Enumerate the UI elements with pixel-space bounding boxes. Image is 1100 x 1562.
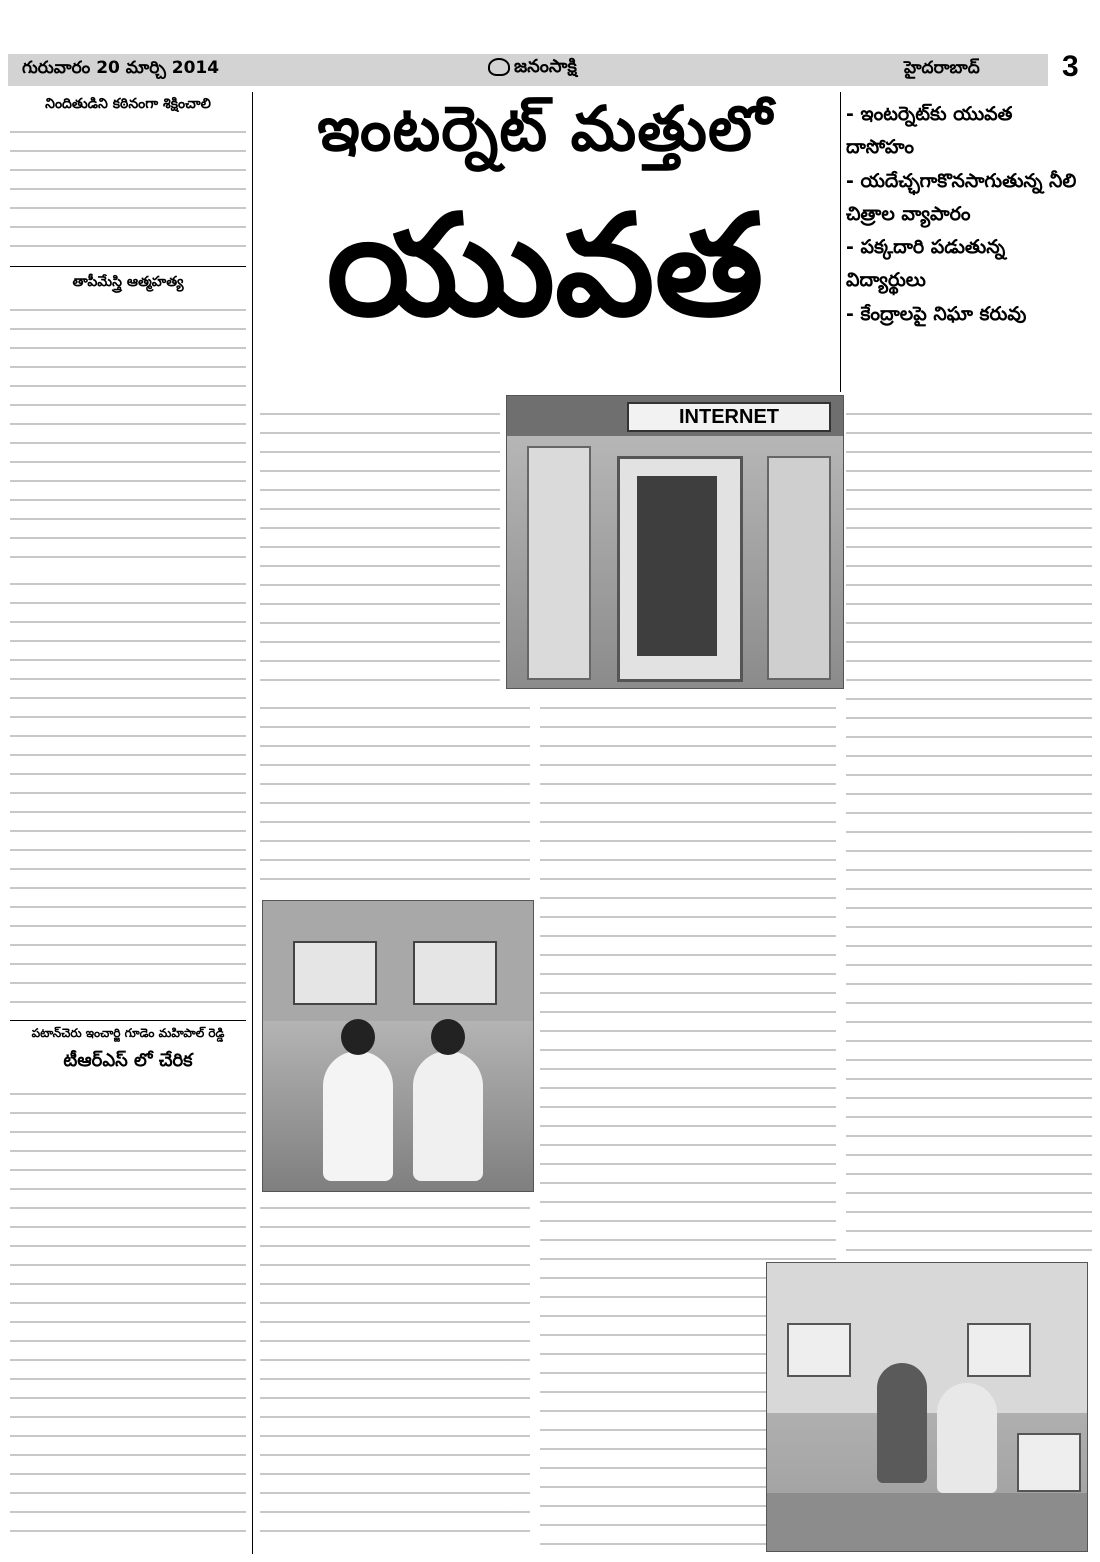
story1-headline: నిందితుడిని కఠినంగా శిక్షించాలి bbox=[45, 96, 211, 112]
bullet-item: - కేంద్రాలపై నిఘా కరువు bbox=[846, 302, 1027, 325]
bullet-item: - యదేచ్ఛగాకొనసాగుతున్న నీలి చిత్రాల వ్యాపారం bbox=[846, 169, 1077, 225]
students-at-computers-photo bbox=[262, 900, 534, 1192]
shop-sign: INTERNET bbox=[627, 402, 831, 432]
lead-body bbox=[260, 402, 500, 692]
bullet-item: - పక్కదారి పడుతున్న విద్యార్థులు bbox=[846, 236, 1006, 292]
lead-body bbox=[260, 696, 530, 892]
story3-headline: టీఆర్‌ఎస్‌ లో చేరిక bbox=[63, 1050, 193, 1071]
internet-shop-photo bbox=[506, 395, 844, 689]
story2-body bbox=[10, 298, 246, 562]
lead-headline-line1: ఇంటర్నెట్‌ మత్తులో bbox=[317, 92, 773, 165]
issue-date: గురువారం 20 మార్చి 2014 bbox=[22, 58, 220, 78]
story2-headline: తాపీమేస్త్రి ఆత్మహత్య bbox=[72, 274, 184, 290]
paper-name: జనంసాక్షి bbox=[514, 56, 577, 77]
story-divider bbox=[10, 266, 246, 267]
internet-centre-interior-photo bbox=[766, 1262, 1088, 1552]
story1-body bbox=[10, 120, 246, 262]
lead-headline-line2: యువత bbox=[326, 185, 764, 348]
lead-body bbox=[260, 1196, 530, 1546]
column-divider bbox=[252, 92, 253, 1554]
edition-city: హైదరాబాద్ bbox=[904, 58, 980, 78]
story-body bbox=[10, 572, 246, 1012]
lead-body bbox=[846, 402, 1092, 1256]
bullet-item: - ఇంటర్నెట్‌కు యువత దాసోహం bbox=[846, 103, 1013, 159]
story-divider bbox=[10, 1020, 246, 1021]
lead-bullets bbox=[846, 98, 1086, 331]
story3-kicker: పటాన్‌చెరు ఇంచార్జి గూడెం మహిపాల్‌ రెడ్డి bbox=[31, 1026, 225, 1040]
masthead bbox=[488, 56, 577, 81]
masthead-logo-icon bbox=[488, 58, 510, 76]
column-divider bbox=[840, 92, 841, 392]
story3-body bbox=[10, 1082, 246, 1548]
page-number: 3 bbox=[1062, 50, 1079, 83]
